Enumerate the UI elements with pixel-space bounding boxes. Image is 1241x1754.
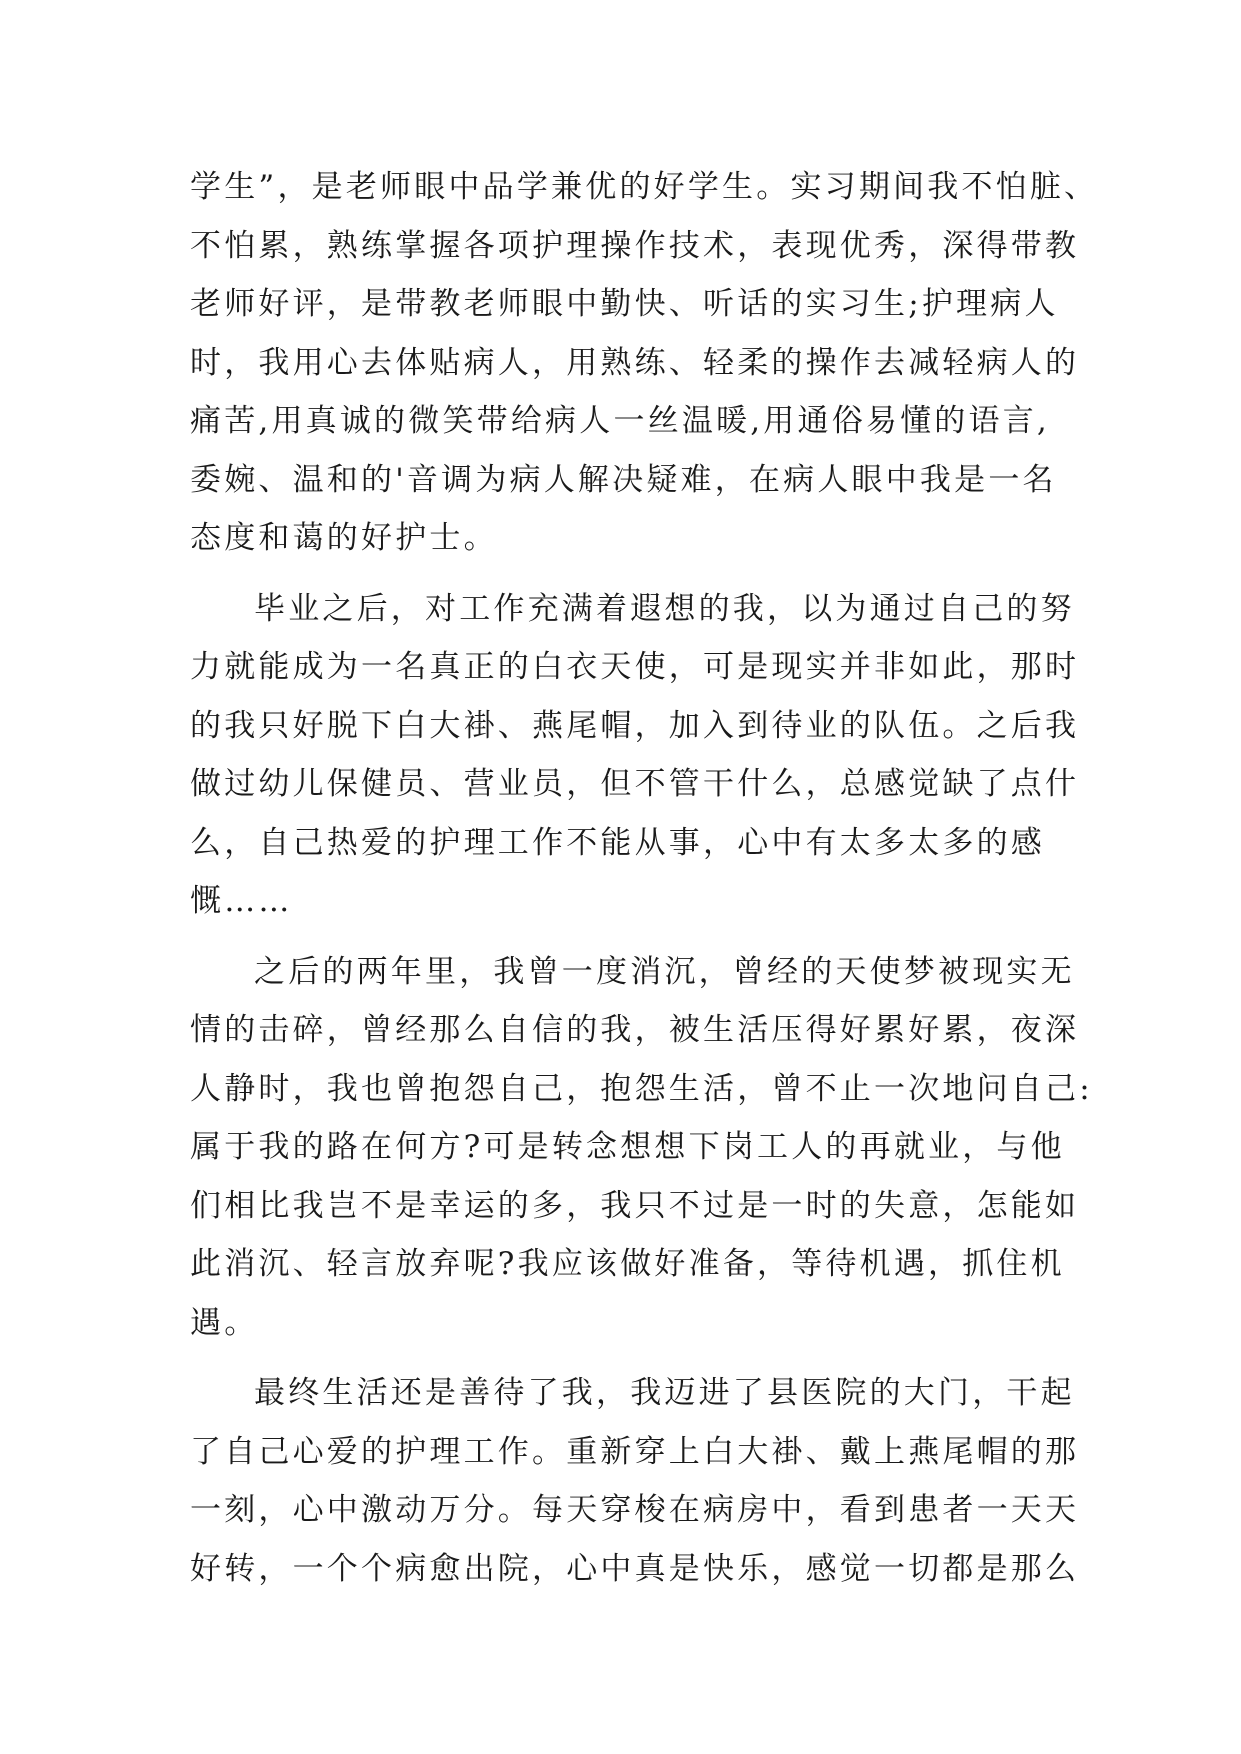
text-line: 时，我用心去体贴病人，用熟练、轻柔的操作去减轻病人的 — [190, 344, 1080, 381]
text-line: 属于我的路在何方?可是转念想想下岗工人的再就业，与他 — [190, 1129, 1065, 1165]
paragraph — [190, 943, 1093, 1353]
text-line: 力就能成为一名真正的白衣天使，可是现实并非如此，那时 — [190, 649, 1080, 685]
text-line: 做过幼儿保健员、营业员，但不管干什么，总感觉缺了点什 — [190, 766, 1080, 802]
text-line: 一刻，心中激动万分。每天穿梭在病房中，看到患者一天天 — [190, 1492, 1080, 1528]
text-line: 遇。 — [190, 1304, 259, 1341]
paragraph — [190, 580, 1080, 931]
text-line: 慨…… — [190, 883, 293, 919]
paragraph — [190, 158, 1099, 568]
text-line: 的我只好脱下白大褂、燕尾帽，加入到待业的队伍。之后我 — [190, 707, 1080, 744]
text-line: 痛苦,用真诚的微笑带给病人一丝温暖,用通俗易懂的语言, — [190, 403, 1050, 439]
text-line: 老师好评，是带教老师眼中勤快、听话的实习生;护理病人 — [190, 286, 1059, 322]
text-line: 了自己心爱的护理工作。重新穿上白大褂、戴上燕尾帽的那 — [190, 1433, 1080, 1470]
text-line: 最终生活还是善待了我，我迈进了县医院的大门，干起 — [254, 1375, 1075, 1411]
text-line: 毕业之后，对工作充满着遐想的我，以为通过自己的努 — [254, 590, 1075, 627]
text-line: 态度和蔼的好护士。 — [190, 520, 498, 556]
body-text — [190, 158, 1099, 1598]
text-line: 不怕累，熟练掌握各项护理操作技术，表现优秀，深得带教 — [190, 227, 1080, 264]
text-line: 们相比我岂不是幸运的多，我只不过是一时的失意，怎能如 — [190, 1187, 1080, 1224]
text-line: 委婉、温和的'音调为病人解决疑难，在病人眼中我是一名 — [190, 461, 1057, 498]
text-line: 么，自己热爱的护理工作不能从事，心中有太多太多的感 — [190, 824, 1045, 861]
text-line: 此消沉、轻言放弃呢?我应该做好准备，等待机遇，抓住机 — [190, 1246, 1065, 1282]
text-line: 人静时，我也曾抱怨自己，抱怨生活，曾不止一次地问自己: — [190, 1070, 1093, 1107]
text-line: 情的击碎，曾经那么自信的我，被生活压得好累好累，夜深 — [190, 1012, 1080, 1048]
paragraph — [190, 1364, 1080, 1598]
text-line: 学生”，是老师眼中品学兼优的好学生。实习期间我不怕脏、 — [190, 169, 1099, 205]
text-line: 之后的两年里，我曾一度消沉，曾经的天使梦被现实无 — [254, 953, 1075, 990]
text-line: 好转，一个个病愈出院，心中真是快乐，感觉一切都是那么 — [190, 1550, 1080, 1587]
